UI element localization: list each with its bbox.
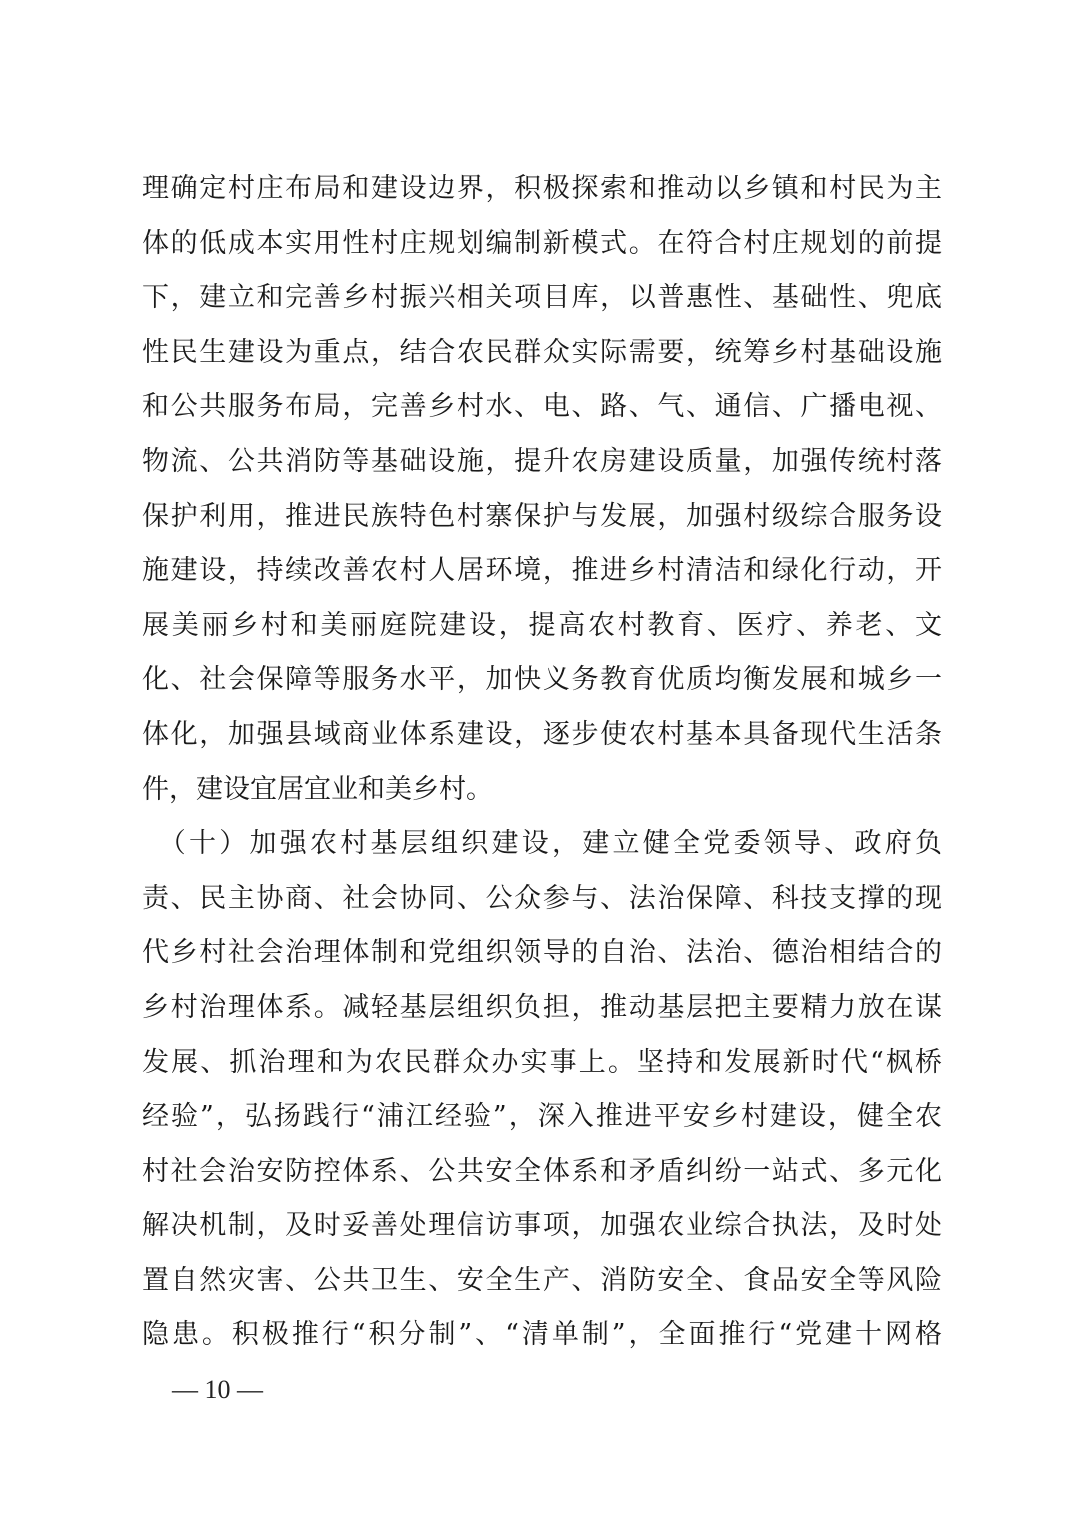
text-line: 下，建立和完善乡村振兴相关项目库，以普惠性、基础性、兜底: [142, 282, 942, 314]
text-line: 理确定村庄布局和建设边界，积极探索和推动以乡镇和村民为主: [142, 173, 942, 204]
text-line: 发展、抓治理和为农民群众办实事上。坚持和发展新时代“枫桥: [142, 1046, 942, 1078]
text-line: 置自然灾害、公共卫生、安全生产、消防安全、食品安全等风险: [142, 1264, 942, 1296]
text-line: 村社会治安防控体系、公共安全体系和矛盾纠纷一站式、多元化: [142, 1155, 942, 1187]
body-text: [142, 162, 942, 1363]
text-line: 保护利用，推进民族特色村寨保护与发展，加强村级综合服务设: [142, 500, 942, 532]
text-line: 代乡村社会治理体制和党组织领导的自治、法治、德治相结合的: [142, 937, 942, 969]
text-line: 体的低成本实用性村庄规划编制新模式。在符合村庄规划的前提: [142, 227, 942, 259]
text-line: 性民生建设为重点，结合农民群众实际需要，统筹乡村基础设施: [142, 336, 942, 368]
text-line: 施建设，持续改善农村人居环境，推进乡村清洁和绿化行动，开: [142, 555, 942, 587]
text-line: 解决机制，及时妥善处理信访事项，加强农业综合执法，及时处: [142, 1210, 942, 1242]
text-line: 乡村治理体系。减轻基层组织负担，推动基层把主要精力放在谋: [142, 991, 942, 1023]
section-heading-line: （十）加强农村基层组织建设，建立健全党委领导、政府负: [142, 828, 942, 860]
text-line: 物流、公共消防等基础设施，提升农房建设质量，加强传统村落: [142, 445, 942, 477]
text-line: 经验”，弘扬践行“浦江经验”，深入推进平安乡村建设，健全农: [142, 1101, 942, 1133]
text-line: 展美丽乡村和美丽庭院建设，提高农村教育、医疗、养老、文: [142, 609, 942, 641]
text-line: 化、社会保障等服务水平，加快义务教育优质均衡发展和城乡一: [142, 664, 942, 696]
text-line: 隐患。积极推行“积分制”、“清单制”，全面推行“党建十网格: [142, 1319, 942, 1351]
text-line: 和公共服务布局，完善乡村水、电、路、气、通信、广播电视、: [142, 391, 942, 423]
text-line: 责、民主协商、社会协同、公众参与、法治保障、科技支撑的现: [142, 882, 942, 914]
text-line: 体化，加强县域商业体系建设，逐步使农村基本具备现代生活条: [142, 718, 942, 750]
paragraph-end-line: 件，建设宜居宜业和美乡村。: [142, 773, 493, 805]
page-number: — 10 —: [172, 1375, 263, 1404]
